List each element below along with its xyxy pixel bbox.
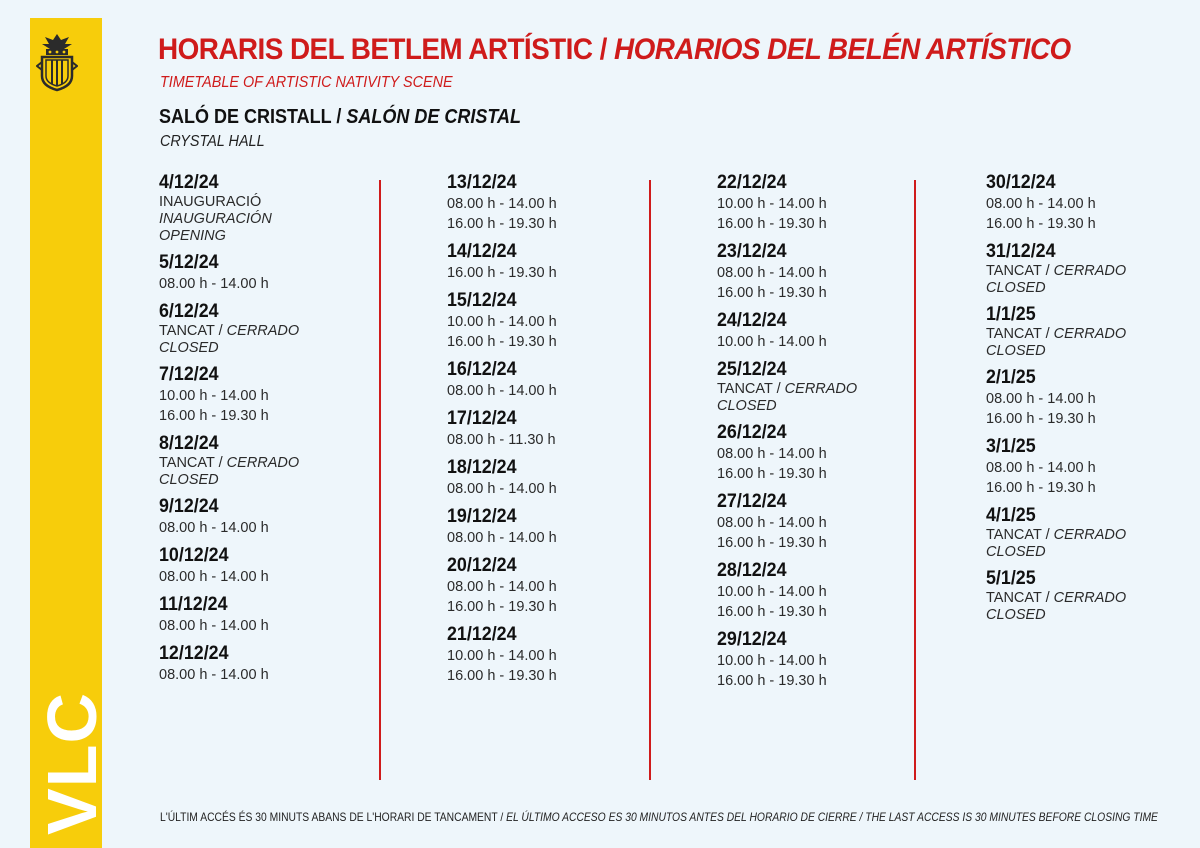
schedule-entry <box>986 568 1200 624</box>
schedule-entry <box>159 252 389 294</box>
entry-date: 17/12/24 <box>447 408 517 429</box>
entry-text-catalan: 08.00 h - 14.00 h <box>986 391 1096 407</box>
entry-text-catalan: 10.00 h - 14.00 h <box>717 196 827 212</box>
entry-date: 25/12/24 <box>717 359 787 380</box>
column-divider <box>914 180 916 780</box>
schedule-entry <box>159 301 389 357</box>
entry-text-italic: CERRADO <box>226 323 300 339</box>
schedule-entry <box>159 496 389 538</box>
schedule-entry <box>447 359 677 401</box>
entry-line <box>159 472 389 489</box>
entry-date: 21/12/24 <box>447 624 517 645</box>
entry-text-catalan: 10.00 h - 14.00 h <box>717 584 827 600</box>
entry-text-catalan: TANCAT / <box>986 590 1054 606</box>
entry-date: 31/12/24 <box>986 241 1056 262</box>
entry-text-catalan: 10.00 h - 14.00 h <box>717 653 827 669</box>
entry-line <box>717 444 947 464</box>
column-divider <box>649 180 651 780</box>
entry-date: 19/12/24 <box>447 506 517 527</box>
entry-text-catalan: 08.00 h - 14.00 h <box>986 460 1096 476</box>
entry-text-catalan: 16.00 h - 19.30 h <box>159 408 269 424</box>
entry-text-catalan: 08.00 h - 11.30 h <box>447 432 556 448</box>
entry-line <box>447 666 677 686</box>
entry-date: 29/12/24 <box>717 629 787 650</box>
entry-date: 26/12/24 <box>717 422 787 443</box>
entry-line <box>717 214 947 234</box>
entry-line <box>159 211 389 228</box>
entry-line <box>717 513 947 533</box>
entry-text-italic: CLOSED <box>986 544 1046 560</box>
entry-date: 13/12/24 <box>447 172 517 193</box>
title-catalan: HORARIS DEL BETLEM ARTÍSTIC / <box>158 33 615 66</box>
entry-date: 5/1/25 <box>986 568 1036 589</box>
entry-date: 14/12/24 <box>447 241 517 262</box>
schedule-entry <box>159 643 389 685</box>
entry-line <box>159 406 389 426</box>
entry-line <box>717 194 947 214</box>
entry-date: 9/12/24 <box>159 496 219 517</box>
title-english: TIMETABLE OF ARTISTIC NATIVITY SCENE <box>160 74 453 91</box>
footer-spanish: EL ÚLTIMO ACCESO ES 30 MINUTOS ANTES DEL HORARIO DE CIERRE / <box>506 810 866 824</box>
entry-line <box>986 544 1200 561</box>
entry-line <box>447 214 677 234</box>
entry-line <box>159 518 389 538</box>
schedule-entry <box>986 304 1200 360</box>
entry-date: 11/12/24 <box>159 594 228 615</box>
entry-text-catalan: 10.00 h - 14.00 h <box>447 648 557 664</box>
entry-text-catalan: TANCAT / <box>986 326 1054 342</box>
schedule-entry <box>159 545 389 587</box>
entry-text-catalan: 08.00 h - 14.00 h <box>159 276 269 292</box>
entry-text-catalan: 16.00 h - 19.30 h <box>986 216 1096 232</box>
footer-english: THE LAST ACCESS IS 30 MINUTES BEFORE CLOSING TIME <box>865 810 1158 824</box>
schedule-entry <box>447 172 677 234</box>
entry-line <box>717 263 947 283</box>
page-title <box>158 33 1071 67</box>
schedule-entry <box>447 624 677 686</box>
entry-line <box>447 577 677 597</box>
entry-date: 20/12/24 <box>447 555 517 576</box>
footer-catalan: L'ÚLTIM ACCÉS ÉS 30 MINUTS ABANS DE L'HORARI DE TANCAMENT / <box>160 810 507 824</box>
entry-line <box>159 228 389 245</box>
entry-text-italic: CERRADO <box>1053 326 1127 342</box>
entry-line <box>986 607 1200 624</box>
entry-line <box>986 409 1200 429</box>
entry-text-catalan: 08.00 h - 14.00 h <box>159 569 269 585</box>
schedule-entry <box>159 433 389 489</box>
entry-text-catalan: 16.00 h - 19.30 h <box>986 411 1096 427</box>
schedule-entry <box>717 172 947 234</box>
entry-text-italic: CERRADO <box>1053 527 1127 543</box>
entry-text-italic: OPENING <box>159 228 226 244</box>
footer-note <box>160 810 1158 824</box>
schedule-entry <box>447 241 677 283</box>
entry-line <box>447 430 677 450</box>
entry-date: 6/12/24 <box>159 301 219 322</box>
entry-date: 30/12/24 <box>986 172 1056 193</box>
entry-text-catalan: 08.00 h - 14.00 h <box>159 667 269 683</box>
entry-text-catalan: 16.00 h - 19.30 h <box>447 216 557 232</box>
entry-line <box>447 194 677 214</box>
entry-line <box>986 590 1200 607</box>
entry-line <box>717 582 947 602</box>
entry-line <box>986 280 1200 297</box>
schedule-entry <box>159 172 389 245</box>
entry-line <box>159 455 389 472</box>
entry-line <box>986 478 1200 498</box>
entry-line <box>717 602 947 622</box>
entry-text-italic: CERRADO <box>226 455 300 471</box>
entry-text-catalan: 08.00 h - 14.00 h <box>717 446 827 462</box>
entry-line <box>159 323 389 340</box>
schedule-entry <box>159 594 389 636</box>
schedule-column-2 <box>447 172 677 693</box>
entry-text-catalan: 08.00 h - 14.00 h <box>717 265 827 281</box>
entry-line <box>717 651 947 671</box>
entry-line <box>986 527 1200 544</box>
venue-spanish: SALÓN DE CRISTAL <box>346 106 522 128</box>
entry-line <box>986 458 1200 478</box>
entry-text-catalan: 16.00 h - 19.30 h <box>717 216 827 232</box>
entry-date: 5/12/24 <box>159 252 219 273</box>
entry-text-catalan: 16.00 h - 19.30 h <box>717 466 827 482</box>
entry-text-italic: CLOSED <box>986 343 1046 359</box>
entry-text-italic: CLOSED <box>986 607 1046 623</box>
entry-text-catalan: 16.00 h - 19.30 h <box>447 334 557 350</box>
schedule-entry <box>986 436 1200 498</box>
entry-line <box>159 567 389 587</box>
entry-text-italic: CLOSED <box>717 398 777 414</box>
entry-text-catalan: 08.00 h - 14.00 h <box>447 196 557 212</box>
schedule-entry <box>717 560 947 622</box>
entry-text-catalan: 16.00 h - 19.30 h <box>447 668 557 684</box>
entry-text-catalan: 08.00 h - 14.00 h <box>159 618 269 634</box>
entry-text-catalan: TANCAT / <box>986 527 1054 543</box>
entry-date: 15/12/24 <box>447 290 517 311</box>
entry-line <box>717 464 947 484</box>
entry-line <box>986 214 1200 234</box>
schedule-entry <box>447 457 677 499</box>
entry-line <box>447 332 677 352</box>
entry-text-catalan: INAUGURACIÓ <box>159 194 262 210</box>
entry-text-catalan: 08.00 h - 14.00 h <box>159 520 269 536</box>
schedule-entry <box>717 629 947 691</box>
entry-line <box>717 398 947 415</box>
venue-title <box>159 106 521 129</box>
entry-text-catalan: 08.00 h - 14.00 h <box>447 579 557 595</box>
entry-line <box>159 386 389 406</box>
coat-of-arms-icon <box>36 32 78 92</box>
entry-line <box>717 381 947 398</box>
entry-text-catalan: 16.00 h - 19.30 h <box>447 599 557 615</box>
entry-date: 2/1/25 <box>986 367 1036 388</box>
entry-text-italic: INAUGURACIÓN <box>159 211 272 227</box>
entry-text-catalan: TANCAT / <box>159 455 227 471</box>
entry-text-catalan: 16.00 h - 19.30 h <box>717 535 827 551</box>
entry-line <box>447 646 677 666</box>
entry-text-catalan: TANCAT / <box>717 381 785 397</box>
entry-text-catalan: 16.00 h - 19.30 h <box>986 480 1096 496</box>
schedule-entry <box>717 422 947 484</box>
entry-date: 4/12/24 <box>159 172 219 193</box>
schedule-entry <box>717 491 947 553</box>
entry-text-catalan: 10.00 h - 14.00 h <box>717 334 827 350</box>
entry-text-italic: CERRADO <box>1053 590 1127 606</box>
entry-date: 8/12/24 <box>159 433 219 454</box>
entry-text-catalan: 10.00 h - 14.00 h <box>159 388 269 404</box>
entry-line <box>717 332 947 352</box>
entry-date: 7/12/24 <box>159 364 219 385</box>
schedule-entry <box>447 408 677 450</box>
entry-line <box>986 194 1200 214</box>
schedule-entry <box>447 290 677 352</box>
schedule-entry <box>986 367 1200 429</box>
entry-line <box>159 194 389 211</box>
schedule-entry <box>986 241 1200 297</box>
schedule-column-4 <box>986 172 1200 631</box>
entry-line <box>717 533 947 553</box>
entry-date: 24/12/24 <box>717 310 787 331</box>
entry-text-italic: CERRADO <box>1053 263 1127 279</box>
entry-date: 3/1/25 <box>986 436 1036 457</box>
entry-line <box>717 283 947 303</box>
entry-text-catalan: 08.00 h - 14.00 h <box>717 515 827 531</box>
entry-date: 1/1/25 <box>986 304 1036 325</box>
schedule-entry <box>717 359 947 415</box>
entry-text-catalan: 08.00 h - 14.00 h <box>447 383 557 399</box>
entry-line <box>447 479 677 499</box>
entry-line <box>159 274 389 294</box>
entry-date: 4/1/25 <box>986 505 1036 526</box>
entry-text-italic: CLOSED <box>159 472 219 488</box>
schedule-entry <box>986 172 1200 234</box>
title-spanish: HORARIOS DEL BELÉN ARTÍSTICO <box>614 33 1071 66</box>
schedule-entry <box>159 364 389 426</box>
entry-date: 12/12/24 <box>159 643 229 664</box>
entry-date: 23/12/24 <box>717 241 787 262</box>
column-divider <box>379 180 381 780</box>
entry-line <box>447 263 677 283</box>
entry-line <box>159 665 389 685</box>
entry-line <box>986 326 1200 343</box>
schedule-column-3 <box>717 172 947 698</box>
entry-text-catalan: 16.00 h - 19.30 h <box>717 673 827 689</box>
entry-text-italic: CLOSED <box>159 340 219 356</box>
entry-text-italic: CERRADO <box>784 381 858 397</box>
entry-line <box>159 616 389 636</box>
entry-text-catalan: 08.00 h - 14.00 h <box>986 196 1096 212</box>
entry-text-catalan: 08.00 h - 14.00 h <box>447 481 557 497</box>
entry-text-catalan: 10.00 h - 14.00 h <box>447 314 557 330</box>
entry-line <box>159 340 389 357</box>
entry-text-catalan: 08.00 h - 14.00 h <box>447 530 557 546</box>
schedule-column-1 <box>159 172 389 692</box>
entry-line <box>986 389 1200 409</box>
entry-line <box>447 312 677 332</box>
entry-text-catalan: TANCAT / <box>986 263 1054 279</box>
schedule-entry <box>986 505 1200 561</box>
entry-date: 27/12/24 <box>717 491 787 512</box>
entry-text-italic: CLOSED <box>986 280 1046 296</box>
schedule-entry <box>447 555 677 617</box>
schedule-entry <box>717 241 947 303</box>
entry-date: 22/12/24 <box>717 172 787 193</box>
entry-date: 10/12/24 <box>159 545 229 566</box>
entry-date: 16/12/24 <box>447 359 517 380</box>
vlc-vertical-text: VLC <box>33 692 111 835</box>
entry-date: 28/12/24 <box>717 560 787 581</box>
schedule-entry <box>447 506 677 548</box>
entry-line <box>447 381 677 401</box>
entry-line <box>717 671 947 691</box>
entry-line <box>986 343 1200 360</box>
schedule-entry <box>717 310 947 352</box>
entry-text-catalan: TANCAT / <box>159 323 227 339</box>
entry-line <box>447 597 677 617</box>
venue-english: CRYSTAL HALL <box>160 133 265 150</box>
entry-text-catalan: 16.00 h - 19.30 h <box>717 285 827 301</box>
entry-line <box>986 263 1200 280</box>
venue-catalan: SALÓ DE CRISTALL / <box>159 106 347 128</box>
entry-text-catalan: 16.00 h - 19.30 h <box>717 604 827 620</box>
entry-text-catalan: 16.00 h - 19.30 h <box>447 265 557 281</box>
entry-line <box>447 528 677 548</box>
entry-date: 18/12/24 <box>447 457 517 478</box>
